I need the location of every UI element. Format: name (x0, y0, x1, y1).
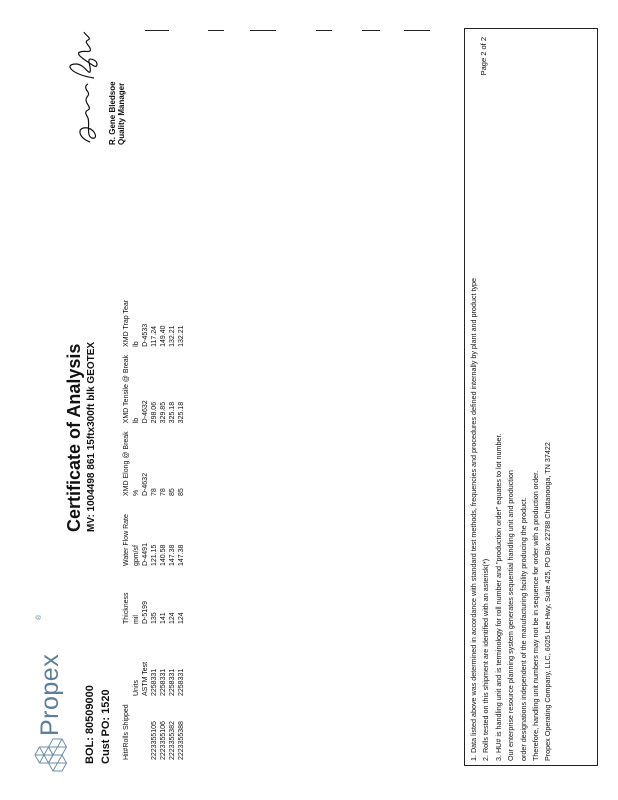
table-cell: 325.18 (169, 401, 176, 424)
table-cell: 325.18 (178, 401, 185, 424)
table-cell: 124 (178, 612, 185, 624)
note-line: order designations independent of the manufacturing facility producing the product. (518, 497, 528, 761)
table-cell: 2223355388 (178, 721, 185, 760)
hexagon-cluster-icon (34, 738, 70, 772)
table-cell: 2223355105 (151, 721, 158, 760)
signer-name: R. Gene Bledsoe (108, 81, 117, 145)
note-line: Propex Operating Company, LLC, 6025 Lee Hwy, Suite 425, PO Box 22788 Chattanooga, TN 37422 (543, 442, 553, 761)
company-logo (34, 614, 74, 772)
astm-row (141, 287, 150, 764)
note-line: Therefore, handling unit numbers may not be in sequence for order with a production order. (531, 470, 541, 761)
signer-role: Quality Manager (117, 82, 126, 145)
units-cell: gpm/sf (133, 544, 140, 566)
table-cell: 147.38 (169, 544, 176, 566)
units-cell: mil (133, 615, 140, 624)
table-cell: 78 (160, 488, 167, 496)
test-results-table (122, 287, 186, 764)
table-cell: 124 (169, 612, 176, 624)
table-row (150, 287, 159, 764)
header-cell (122, 628, 132, 700)
table-cell: 2258331 (178, 668, 185, 696)
table-cell: 121.15 (151, 544, 158, 566)
note-line: Our enterprise resource planning system generates sequential handling unit and production (506, 470, 516, 761)
bol-number: BOL: 80509000 (84, 685, 96, 764)
table-cell: 117.24 (151, 325, 158, 347)
units-row (132, 287, 141, 764)
table-cell: 147.38 (178, 544, 185, 566)
header-cell: XMD Elong @ Break (123, 431, 130, 496)
table-cell: 329.85 (160, 401, 167, 424)
table-header-row (122, 287, 132, 764)
units-cell: lb (133, 417, 140, 424)
table-cell: 298.06 (151, 401, 158, 424)
astm-cell: ASTM Test (142, 661, 149, 696)
table-cell: 2223355106 (160, 721, 167, 760)
customer-po: Cust PO: 1520 (100, 689, 112, 764)
table-cell: 2223355382 (169, 721, 176, 760)
header-cell: XMD Trap Tear (123, 299, 130, 347)
units-cell: % (133, 489, 140, 496)
astm-cell: D-4533 (142, 323, 149, 347)
page-number: Page 2 of 2 (479, 37, 488, 76)
table-cell: 78 (151, 488, 158, 496)
document-title: Certificate of Analysis (64, 343, 84, 532)
astm-cell: D-4491 (142, 543, 149, 566)
note-line: 1. Data listed above was determined in accordance with standard test methods, frequencies and procedures defined internally by plant and product type (469, 277, 478, 761)
table-cell: 132.21 (178, 325, 185, 347)
material-description: MV: 1004498 861 15ftx300ft blk GEOTEX (86, 341, 97, 532)
table-row (177, 287, 186, 764)
note-line: 2. Rolls tested on this shipment are identified with an asterisk(*) (481, 558, 491, 761)
header-cell: Thickness (123, 592, 130, 624)
table-cell: 135 (151, 612, 158, 624)
registered-mark: ® (36, 614, 43, 620)
header-cell: XMD Tensile @ Break (123, 354, 130, 424)
astm-cell: D-5199 (142, 601, 149, 624)
astm-cell (141, 700, 150, 764)
header-cell: Hit#Rolls Shipped (123, 704, 130, 760)
note-line: 3. HU# is handling unit and is terminology for roll number and "production order" equates to lot number. (493, 433, 503, 761)
notes-text (468, 278, 555, 761)
header-cell: Water Flow Rate (123, 514, 130, 566)
table-row (159, 287, 168, 764)
units-cell: lb (133, 341, 140, 347)
table-cell: 149.40 (160, 325, 167, 347)
units-cell (132, 700, 141, 764)
table-cell: 85 (178, 488, 185, 496)
table-cell: 141 (160, 612, 167, 624)
table-cell: 2258331 (169, 668, 176, 696)
table-cell: 140.58 (160, 544, 167, 566)
table-cell: 132.21 (169, 325, 176, 347)
table-cell: 2258331 (160, 668, 167, 696)
table-cell: 2258331 (151, 668, 158, 696)
signer-block (108, 81, 126, 145)
table-cell: 85 (169, 488, 176, 496)
astm-cell: D-4632 (142, 473, 149, 496)
table-row (168, 287, 177, 764)
astm-cell: D-4632 (142, 400, 149, 424)
logo-text: Propex (36, 653, 64, 736)
units-cell: Units (133, 680, 140, 696)
notes-box (464, 28, 598, 766)
